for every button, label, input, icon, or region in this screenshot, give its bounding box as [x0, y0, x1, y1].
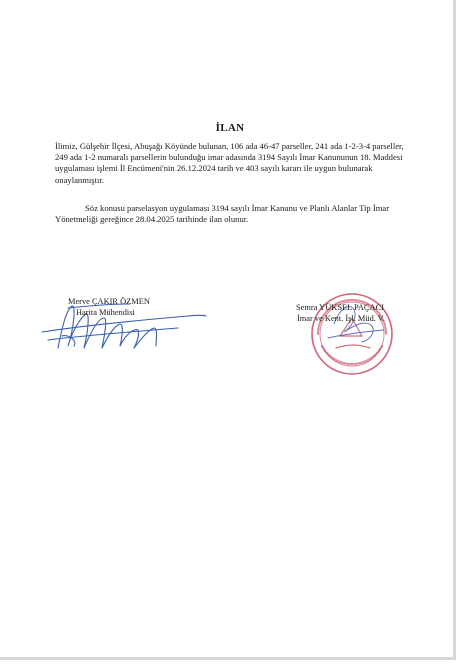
right-signatory-block	[296, 302, 426, 324]
left-signatory-block	[68, 296, 188, 318]
page-title: İLAN	[215, 122, 245, 134]
right-signatory-title: İmar ve Kent. İşl. Müd. V.	[297, 314, 385, 323]
left-signatory-title: Harita Mühendisi	[76, 308, 135, 317]
announcement-paragraph-1: İlimiz, Gülşehir İlçesi, Abuşağı Köyünde bulunan, 106 ada 46-47 parseller, 241 ada 1-2-3-4 parseller, 249 ada 1-2 numaralı parsellerin bulunduğu imar adasında 3194 Sayılı İmar Kanununun 18. Maddesi uygulaması işlemi İl Encümeni'nin 26.12.2024 tarih ve 403 sayılı kararı ile uygun bulunarak onaylanmıştır.	[55, 141, 404, 185]
right-signatory-name: Semra YÜKSEL PAÇACI	[296, 303, 384, 312]
announcement-paragraph-2: Söz konusu parselasyon uygulaması 3194 sayılı İmar Kanunu ve Planlı Alanlar Tip İmar Yönetmeliği gereğince 28.04.2025 tarihinde ilan olunur.	[55, 203, 390, 225]
left-signatory-name: Merve ÇAKIR ÖZMEN	[68, 297, 150, 306]
